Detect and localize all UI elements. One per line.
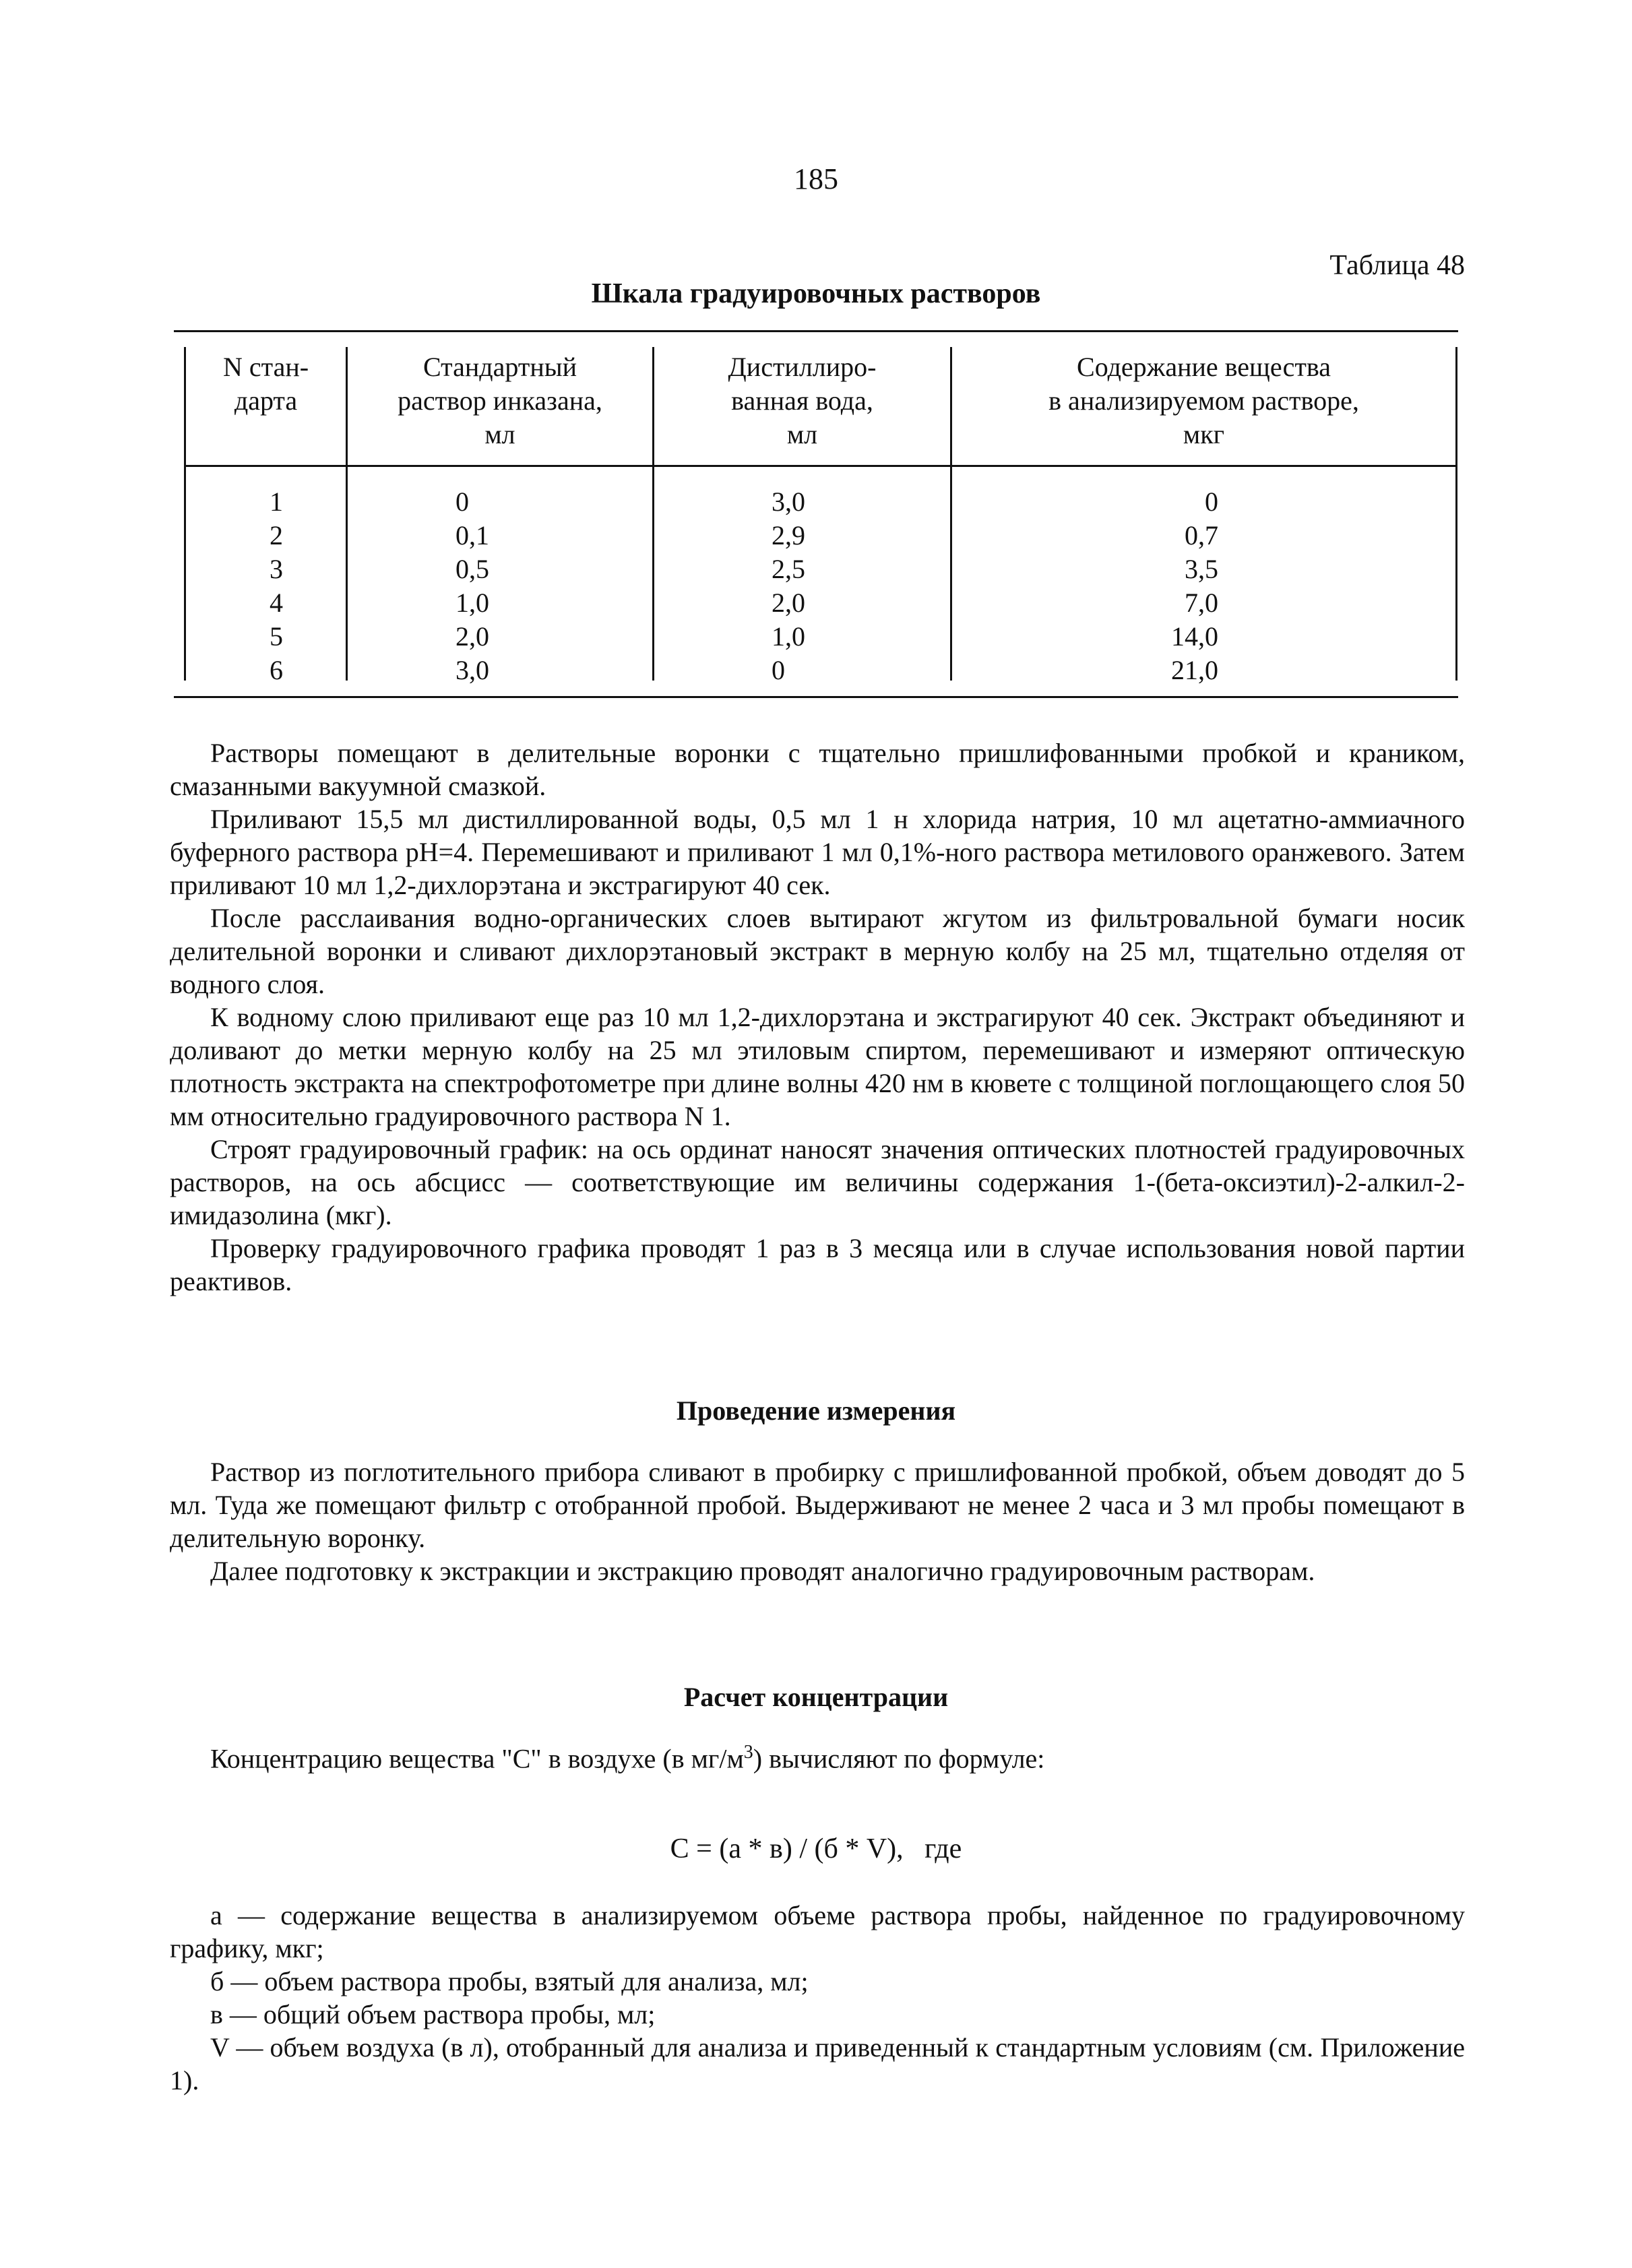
table-cell: 2 xyxy=(270,520,283,550)
table-cell: 5 xyxy=(270,621,283,652)
table-cell: 3 xyxy=(270,554,283,584)
table-column xyxy=(456,485,536,687)
table-cell: 0 xyxy=(772,655,785,685)
table-cell: 1,0 xyxy=(456,588,489,618)
section-title-measurement: Проведение измерения xyxy=(676,1395,956,1426)
paragraph: Приливают 15,5 мл дистиллированной воды, 0,5 мл 1 н хлорида натрия, 10 мл ацетатно-аммиачного буферного раствора pH=4. Перемешивают и приливают 1 мл 0,1%-ного раствора метилового оранжевого. Затем приливают 10 мл 1,2-дихлорэтана и экстрагируют 40 сек. xyxy=(170,804,1465,900)
paragraph: Растворы помещают в делительные воронки с тщательно пришлифованными пробкой и краником, смазанными вакуумной смазкой. xyxy=(170,738,1465,801)
definition-item: а — содержание вещества в анализируемом объеме раствора пробы, найденное по градуировочному графику, мкг; xyxy=(170,1900,1465,1963)
page-number: 185 xyxy=(794,162,838,195)
table-column xyxy=(772,485,852,687)
table-cell: 6 xyxy=(270,655,283,685)
paragraph: Далее подготовку к экстракции и экстракцию проводят аналогично градуировочным растворам. xyxy=(210,1556,1315,1586)
paragraph: После расслаивания водно-органических слоев вытирают жгутом из фильтровальной бумаги носик делительной воронки и сливают дихлорэтановый экстракт в мерную колбу на 25 мл, тщательно отделяя от водного слоя. xyxy=(170,903,1465,999)
definitions xyxy=(170,1899,1465,2097)
formula: C = (а * в) / (б * V), где xyxy=(670,1833,962,1864)
table-title: Шкала градуировочных растворов xyxy=(591,278,1041,309)
table-cell: 0,7 xyxy=(1185,520,1218,550)
table-vline-right xyxy=(1455,347,1457,681)
table-cell: 0,5 xyxy=(456,554,489,584)
formula-intro: Концентрацию вещества "C" в воздухе (в $мг/м^3$) вычисляют по формуле: xyxy=(210,1742,1045,1774)
paragraph: Проверку градуировочного графика проводят 1 раз в 3 месяца или в случае использования новой партии реактивов. xyxy=(170,1233,1465,1296)
table-cell: 4 xyxy=(270,588,283,618)
table-header-cell: N стан- дарта xyxy=(222,352,309,416)
table-cell: 1,0 xyxy=(772,621,805,652)
table-bottom-rule xyxy=(174,696,1458,698)
paragraph: Строят градуировочный график: на ось ординат наносят значения оптических плотностей градуировочных растворов, на ось абсцисс — соответствующие им величины содержания 1-(бета-оксиэтил)-2-алкил-2-имидазолина (мкг). xyxy=(170,1134,1465,1230)
table-cell: 0,1 xyxy=(456,520,489,550)
definition-item: V — объем воздуха (в л), отобранный для анализа и приведенный к стандартным условиям (см. Приложение 1). xyxy=(170,2032,1465,2096)
table-cell: 2,0 xyxy=(772,588,805,618)
table-column xyxy=(1131,485,1218,687)
table-header-cell: Стандартный раствор инказана, мл xyxy=(398,352,602,449)
table-cell: 7,0 xyxy=(1185,588,1218,618)
table-cell: 21,0 xyxy=(1171,655,1218,685)
definition-item: б — объем раствора пробы, взятый для анализа, мл; xyxy=(210,1966,809,1996)
paragraph: К водному слою приливают еще раз 10 мл 1,2-дихлорэтана и экстрагируют 40 сек. Экстракт объединяют и доливают до метки мерную колбу на 25 мл этиловым спиртом, перемешивают и измеряют оптическую плотность экстракта на спектрофотометре при длине волны 420 нм в кювете с толщиной поглощающего слоя 50 мм относительно градуировочного раствора N 1. xyxy=(170,1002,1465,1131)
table-cell: 2,0 xyxy=(456,621,489,652)
section-title-calc: Расчет концентрации xyxy=(683,1682,949,1712)
table-cell: 3,5 xyxy=(1185,554,1218,584)
table-header-cell: Содержание вещества в анализируемом растворе, мкг xyxy=(1048,352,1359,449)
table-header-rule xyxy=(185,465,1457,467)
table-top-rule xyxy=(174,330,1458,332)
table-header-cell: Дистиллиро- ванная вода, мл xyxy=(728,352,877,449)
table-cell: 0 xyxy=(456,486,469,517)
body-text xyxy=(170,736,1465,1298)
table-cell: 0 xyxy=(1205,486,1218,517)
table-label: Таблица 48 xyxy=(1329,250,1465,281)
definition-item: в — общий объем раствора пробы, мл; xyxy=(210,1999,656,2029)
body-text xyxy=(170,1455,1465,1587)
paragraph: Раствор из поглотительного прибора сливают в пробирку с пришлифованной пробкой, объем доводят до 5 мл. Туда же помещают фильтр с отобранной пробой. Выдерживают не менее 2 часа и 3 мл пробы помещают в делительную воронку. xyxy=(170,1457,1465,1553)
table-column xyxy=(243,485,310,687)
table-cell: 1 xyxy=(270,486,283,517)
table-cell: 3,0 xyxy=(456,655,489,685)
table-cell: 3,0 xyxy=(772,486,805,517)
table-cell: 14,0 xyxy=(1171,621,1218,652)
table-cell: 2,5 xyxy=(772,554,805,584)
table-cell: 2,9 xyxy=(772,520,805,550)
